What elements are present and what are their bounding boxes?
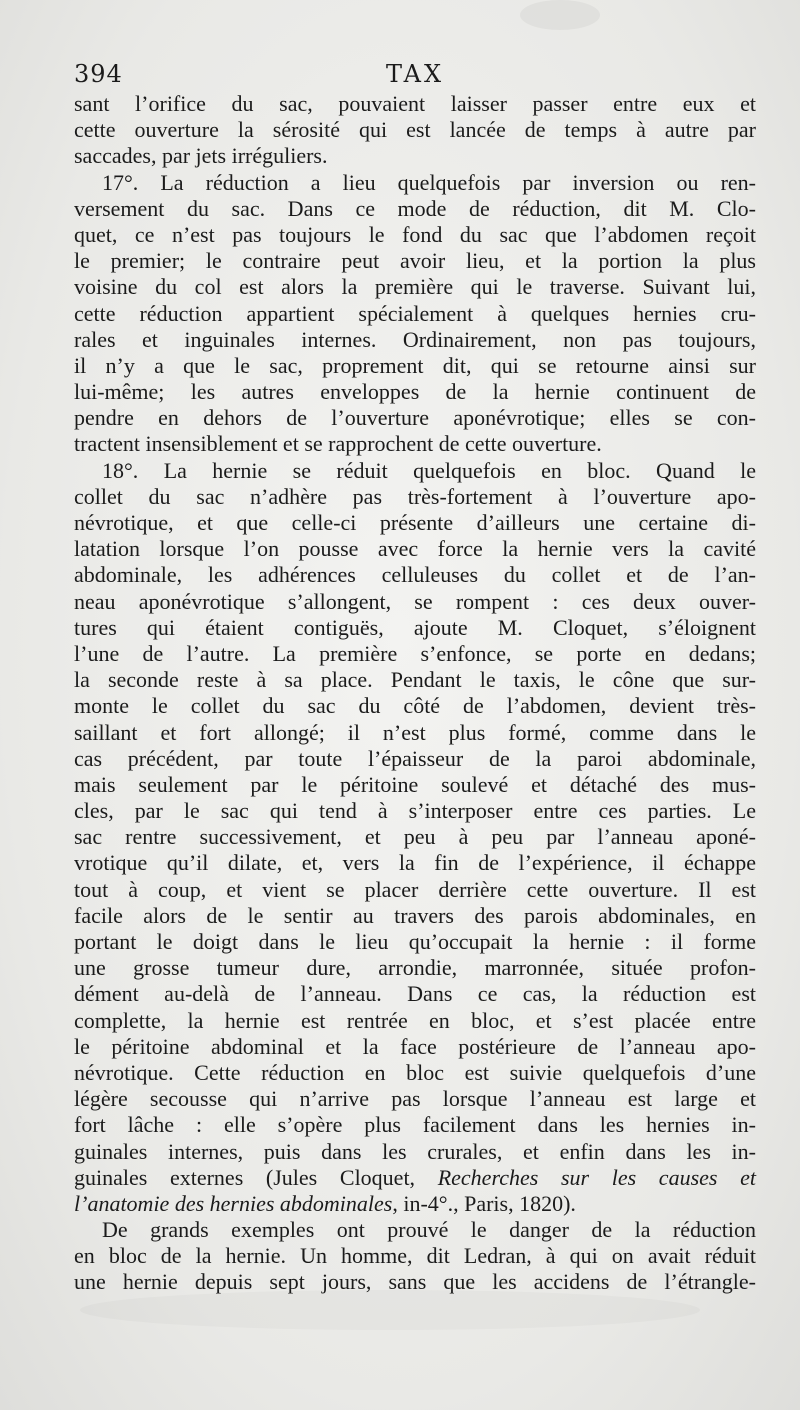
text-line: tout à coup, et vient se placer derrière cette ouverture. Il est — [74, 876, 756, 902]
text-line: De grands exemples ont prouvé le danger de la réduction — [102, 1217, 756, 1243]
text-line: une grosse tumeur dure, arrondie, marronnée, située profon- — [74, 955, 756, 981]
text-line: versement du sac. Dans ce mode de réduction, dit M. Clo- — [74, 195, 756, 221]
text-line: névrotique, et que celle-ci présente d’ailleurs une certaine di- — [74, 510, 756, 535]
text-line: tures qui étaient contiguës, ajoute M. Cloquet, s’éloignent — [74, 614, 756, 640]
text-line: dément au-delà de l’anneau. Dans ce cas, la réduction est — [74, 981, 756, 1007]
text-line: facile alors de le sentir au travers des parois abdominales, en — [74, 902, 756, 928]
text-line: lui-même; les autres enveloppes de la hernie continuent de — [74, 379, 756, 405]
text-line: guinales internes, puis dans les crurales, et enfin dans les in- — [74, 1138, 756, 1164]
page-number: 394 — [74, 60, 123, 88]
text-line: en bloc de la hernie. Un homme, dit Ledran, à qui on avait réduit — [74, 1243, 756, 1269]
text-line: quet, ce n’est pas toujours le fond du sac que l’abdomen reçoit — [74, 221, 756, 247]
text-line: cette réduction appartient spécialement à quelques hernies cru- — [74, 300, 756, 326]
text-line: saillant et fort allongé; il n’est plus formé, comme dans le — [74, 719, 756, 745]
text-line: l’une de l’autre. La première s’enfonce, se porte en dedans; — [74, 640, 756, 666]
italic-title: l’anatomie des hernies abdominales — [74, 1190, 393, 1216]
text-line: 18°. La hernie se réduit quelquefois en bloc. Quand le — [102, 457, 756, 483]
text-line: collet du sac n’adhère pas très-fortement à l’ouverture apo- — [74, 483, 756, 509]
text-line: rales et inguinales internes. Ordinairement, non pas toujours, — [74, 326, 756, 352]
text-line — [74, 1165, 756, 1191]
italic-title: Recherches sur les causes et — [437, 1164, 756, 1190]
text-line: mais seulement par le péritoine soulevé et détaché des mus- — [74, 771, 756, 797]
text-line: sac rentre successivement, et peu à peu par l’anneau aponé- — [74, 824, 756, 850]
text-line: une hernie depuis sept jours, sans que les accidens de l’étrangle- — [74, 1269, 756, 1295]
text-run: guinales externes (Jules Cloquet, — [74, 1164, 438, 1190]
text-line: abdominale, les adhérences celluleuses du collet et de l’an- — [74, 562, 756, 588]
body-text — [74, 91, 756, 1296]
running-head: TAX — [385, 60, 445, 88]
page-header — [74, 60, 756, 90]
text-line: cas précédent, par toute l’épaisseur de la paroi abdominale, — [74, 745, 756, 771]
text-line: fort lâche : elle s’opère plus facilement dans les hernies in- — [74, 1112, 756, 1138]
text-line: sant l’orifice du sac, pouvaient laisser passer entre eux et — [74, 91, 756, 116]
text-line: monte le collet du sac du côté de l’abdomen, devient très- — [74, 693, 756, 719]
text-line: névrotique. Cette réduction en bloc est suivie quelquefois d’une — [74, 1059, 756, 1085]
text-line — [74, 1191, 756, 1217]
text-line: le péritoine abdominal et la face postérieure de l’anneau apo- — [74, 1033, 756, 1059]
text-line: le premier; le contraire peut avoir lieu, et la portion la plus — [74, 248, 756, 274]
text-line: pendre en dehors de l’ouverture aponévrotique; elles se con- — [74, 405, 756, 431]
text-line: il n’y a que le sac, proprement dit, qui se retourne ainsi sur — [74, 352, 756, 378]
text-line: 17°. La réduction a lieu quelquefois par inversion ou ren- — [102, 169, 756, 195]
text-line: saccades, par jets irréguliers. — [74, 143, 328, 169]
text-line: latation lorsque l’on pousse avec force la hernie vers la cavité — [74, 536, 756, 562]
text-line: neau aponévrotique s’allongent, se rompent : ces deux ouver- — [74, 588, 756, 614]
text-line: cette ouverture la sérosité qui est lancée de temps à autre par — [74, 117, 756, 143]
text-line: la seconde reste à sa place. Pendant le taxis, le cône que sur- — [74, 667, 756, 693]
text-line: cles, par le sac qui tend à s’interposer entre ces parties. Le — [74, 798, 756, 824]
text-run: , in-4°., Paris, 1820). — [392, 1190, 576, 1216]
text-line: voisine du col est alors la première qui le traverse. Suivant lui, — [74, 274, 756, 300]
text-line: légère secousse qui n’arrive pas lorsque l’anneau est large et — [74, 1086, 756, 1112]
text-line: vrotique qu’il dilate, et, vers la fin de l’expérience, il échappe — [74, 850, 756, 876]
text-line: tractent insensiblement et se rapprochent de cette ouverture. — [74, 431, 602, 457]
text-line: complette, la hernie est rentrée en bloc, et s’est placée entre — [74, 1007, 756, 1033]
text-line: portant le doigt dans le lieu qu’occupait la hernie : il forme — [74, 929, 756, 954]
